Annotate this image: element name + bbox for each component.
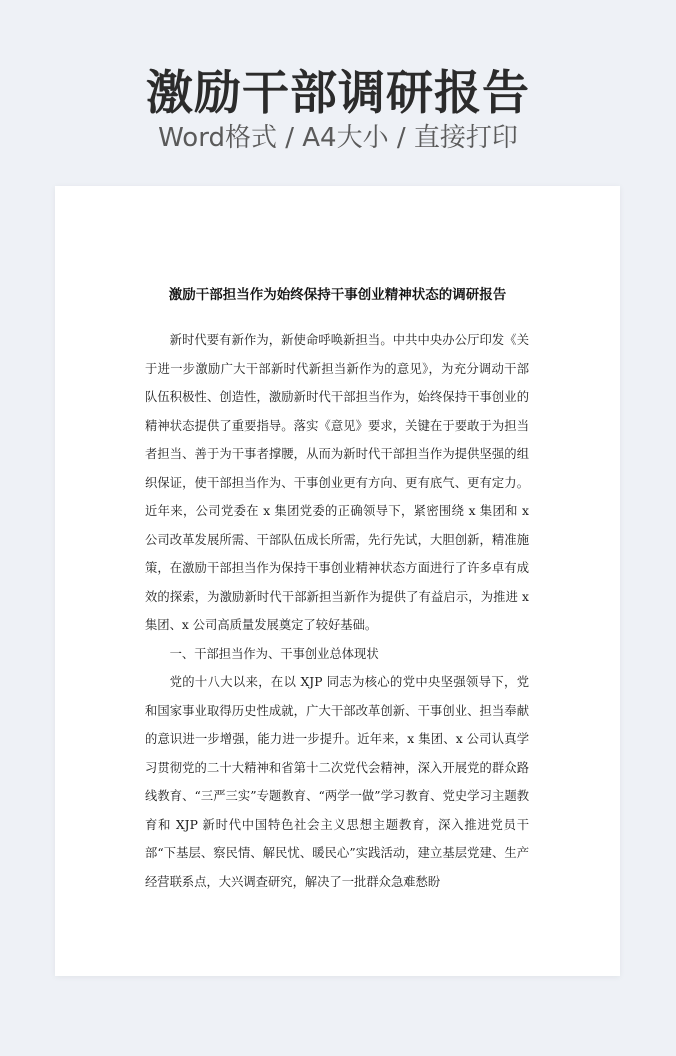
document-page bbox=[55, 186, 620, 976]
document-body bbox=[145, 326, 529, 896]
banner-subtitle: Word格式 / A4大小 / 直接打印 bbox=[158, 123, 518, 153]
body-paragraph-status: 党的十八大以来，在以 XJP 同志为核心的党中央坚强领导下，党和国家事业取得历史性成就，广大干部改革创新、干事创业、担当奉献的意识进一步增强，能力进一步提升。近年来，x 集团、x 公司认真学习贯彻党的二十大精神和省第十二次党代会精神，深入开展党的群众路线教育、“三严三实”专题教育、“两学一做”学习教育、党史学习主题教育和 XJP 新时代中国特色社会主义思想主题教育，深入推进党员干部“下基层、察民情、解民忧、暖民心”实践活动，建立基层党建、生产经营联系点，大兴调查研究，解决了一批群众急难愁盼 bbox=[145, 675, 529, 889]
body-paragraph-intro: 新时代要有新作为，新使命呼唤新担当。中共中央办公厅印发《关于进一步激励广大干部新时代新担当新作为的意见》，为充分调动干部队伍积极性、创造性，激励新时代干部担当作为，始终保持干事创业的精神状态提供了重要指导。落实《意见》要求，关键在于要敢于为担当者担当、善于为干事者撑腰，从而为新时代干部担当作为提供坚强的组织保证，使干部担当作为、干事创业更有方向、更有底气、更有定力。近年来，公司党委在 x 集团党委的正确领导下，紧密围绕 x 集团和 x 公司改革发展所需、干部队伍成长所需，先行先试，大胆创新，精准施策，在激励干部担当作为保持干事创业精神状态方面进行了许多卓有成效的探索，为激励新时代干部新担当新作为提供了有益启示，为推进 x 集团、x 公司高质量发展奠定了较好基础。 bbox=[145, 333, 529, 632]
section-heading: 一、干部担当作为、干事创业总体现状 bbox=[169, 646, 379, 661]
document-title: 激励干部担当作为始终保持干事创业精神状态的调研报告 bbox=[168, 287, 507, 303]
banner-title: 激励干部调研报告 bbox=[146, 66, 530, 121]
